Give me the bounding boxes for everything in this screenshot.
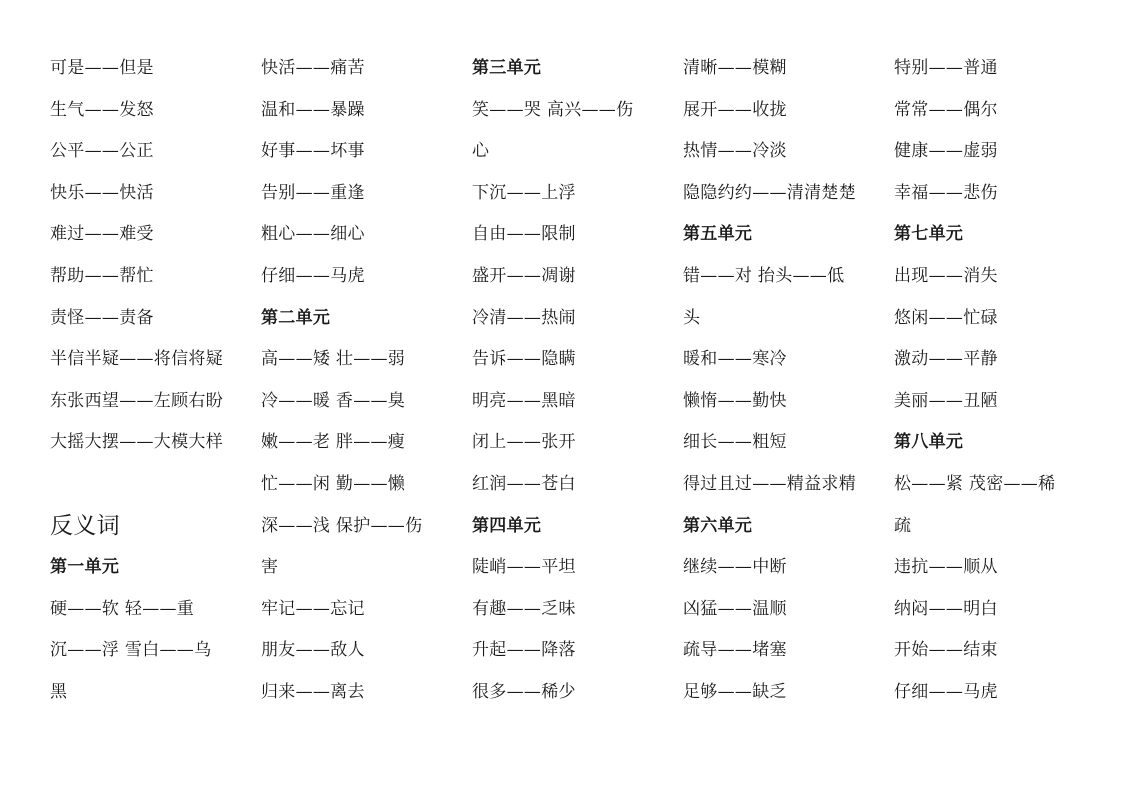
- word-pair-line: 可是——但是: [50, 58, 154, 78]
- unit-heading: 第五单元: [683, 224, 753, 245]
- unit-heading: 第六单元: [683, 515, 753, 536]
- word-pair-line: 细长——粗短: [683, 432, 787, 453]
- column-2: [261, 48, 466, 714]
- unit-heading: 第二单元: [261, 307, 331, 328]
- column-4: [683, 48, 888, 714]
- word-pair-line: 有趣——乏味: [472, 598, 576, 619]
- word-pair-line: 冷——暖 香——臭: [261, 390, 406, 411]
- unit-heading: 第七单元: [894, 224, 964, 245]
- word-pair-line: 升起——降落: [472, 640, 576, 661]
- word-pair-line: 好事——坏事: [261, 141, 365, 162]
- word-pair-line: 明亮——黑暗: [472, 390, 576, 411]
- word-pair-line: 隐隐约约——清清楚楚: [683, 182, 856, 203]
- word-pair-line: 幸福——悲伤: [894, 182, 998, 203]
- word-pair-line: 常常——偶尔: [894, 99, 998, 120]
- word-pair-line: 得过且过——精益求精: [683, 473, 856, 494]
- word-pair-line: 温和——暴躁: [261, 99, 365, 120]
- unit-heading: 第三单元: [472, 58, 542, 78]
- word-pair-line: 硬——软 轻——重: [50, 598, 195, 619]
- word-pair-line: 黑: [50, 681, 68, 702]
- word-pair-line: 松——紧 茂密——稀: [894, 473, 1056, 494]
- word-pair-line: 特别——普通: [894, 58, 998, 78]
- word-pair-line: 嫩——老 胖——瘦: [261, 432, 406, 453]
- word-pair-line: 深——浅 保护——伤: [261, 515, 423, 536]
- unit-heading: 第八单元: [894, 432, 964, 453]
- word-pair-line: 责怪——责备: [50, 307, 154, 328]
- unit-heading: 第四单元: [472, 515, 542, 536]
- word-pair-line: 红润——苍白: [472, 473, 576, 494]
- word-pair-line: 冷清——热闹: [472, 307, 576, 328]
- word-pair-line: 心: [472, 141, 490, 162]
- word-pair-line: 激动——平静: [894, 349, 998, 370]
- word-pair-line: 仔细——马虎: [261, 265, 365, 286]
- word-pair-line: 开始——结束: [894, 640, 998, 661]
- column-5: [894, 48, 1099, 714]
- word-pair-line: 清晰——模糊: [683, 58, 787, 78]
- word-pair-line: 继续——中断: [683, 557, 787, 578]
- column-1: [50, 48, 255, 714]
- word-pair-line: 公平——公正: [50, 141, 154, 162]
- word-pair-line: 告别——重逢: [261, 182, 365, 203]
- word-pair-line: 下沉——上浮: [472, 182, 576, 203]
- unit-heading: 第一单元: [50, 557, 120, 578]
- word-pair-line: 生气——发怒: [50, 99, 154, 120]
- word-pair-line: 疏导——堵塞: [683, 640, 787, 661]
- word-pair-line: 很多——稀少: [472, 681, 576, 702]
- word-pair-line: 展开——收拢: [683, 99, 787, 120]
- word-pair-line: 悠闲——忙碌: [894, 307, 998, 328]
- word-pair-line: 错——对 抬头——低: [683, 265, 845, 286]
- word-pair-line: 健康——虚弱: [894, 141, 998, 162]
- word-pair-line: 忙——闲 勤——懒: [261, 473, 406, 494]
- word-pair-line: 笑——哭 高兴——伤: [472, 99, 634, 120]
- word-pair-line: 疏: [894, 515, 912, 536]
- word-pair-line: 归来——离去: [261, 681, 365, 702]
- word-pair-line: 快活——痛苦: [261, 58, 365, 78]
- word-pair-line: 纳闷——明白: [894, 598, 998, 619]
- word-pair-line: 高——矮 壮——弱: [261, 349, 406, 370]
- word-pair-line: 违抗——顺从: [894, 557, 998, 578]
- word-pair-line: 害: [261, 557, 279, 578]
- word-pair-line: 半信半疑——将信将疑: [50, 349, 223, 370]
- word-pair-line: 东张西望——左顾右盼: [50, 390, 223, 411]
- word-pair-line: 美丽——丑陋: [894, 390, 998, 411]
- word-pair-line: 出现——消失: [894, 265, 998, 286]
- word-pair-line: 牢记——忘记: [261, 598, 365, 619]
- word-pair-line: 自由——限制: [472, 224, 576, 245]
- word-pair-line: 仔细——马虎: [894, 681, 998, 702]
- blank-line: [50, 464, 255, 506]
- word-pair-line: 足够——缺乏: [683, 681, 787, 702]
- word-pair-line: 盛开——凋谢: [472, 265, 576, 286]
- word-pair-line: 闭上——张开: [472, 432, 576, 453]
- section-title: 反义词: [50, 512, 120, 539]
- word-pair-line: 懒惰——勤快: [683, 390, 787, 411]
- word-pair-line: 热情——冷淡: [683, 141, 787, 162]
- word-pair-line: 告诉——隐瞒: [472, 349, 576, 370]
- word-pair-line: 粗心——细心: [261, 224, 365, 245]
- word-pair-line: 凶猛——温顺: [683, 598, 787, 619]
- word-pair-line: 帮助——帮忙: [50, 265, 154, 286]
- word-pair-line: 陡峭——平坦: [472, 557, 576, 578]
- word-pair-line: 头: [683, 307, 701, 328]
- word-pair-line: 暖和——寒冷: [683, 349, 787, 370]
- word-pair-line: 难过——难受: [50, 224, 154, 245]
- column-3: [472, 48, 677, 714]
- word-pair-line: 大摇大摆——大模大样: [50, 432, 223, 453]
- word-pair-line: 沉——浮 雪白——乌: [50, 640, 212, 661]
- word-pair-line: 朋友——敌人: [261, 640, 365, 661]
- word-pair-line: 快乐——快活: [50, 182, 154, 203]
